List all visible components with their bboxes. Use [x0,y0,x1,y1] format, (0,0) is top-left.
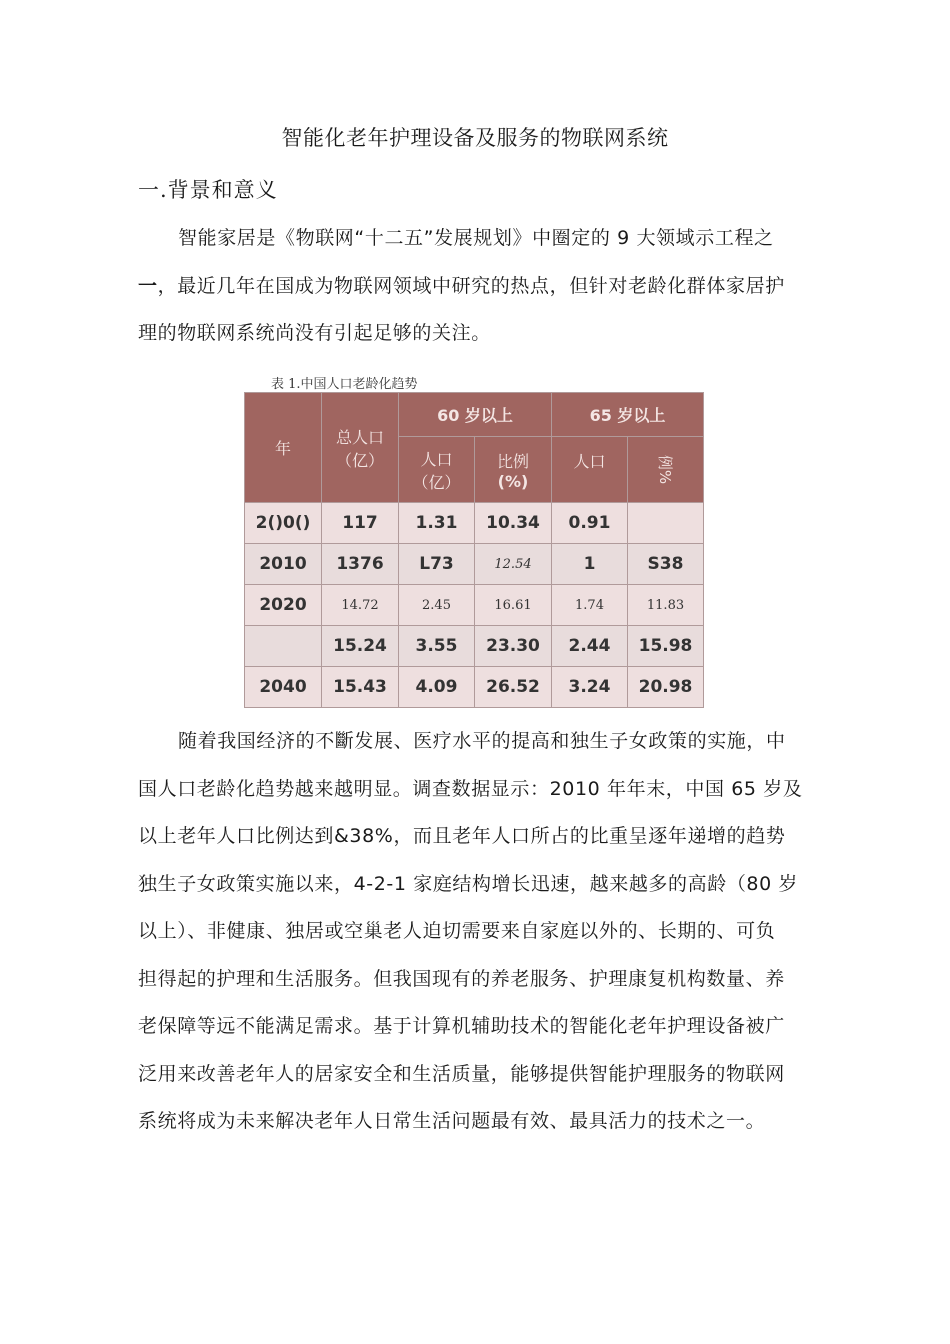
table-cell: L73 [399,544,475,585]
table-cell: 16.61 [475,585,552,626]
header-ratio-65 [628,437,704,503]
paragraph-line: 独生子女政策实施以来，4-2-1 家庭结构增长迅速，越来越多的高龄（80 岁 [138,872,799,895]
table-row [245,585,704,626]
table-cell: 1.31 [399,503,475,544]
table-cell: 0.91 [552,503,628,544]
header-ratio-unit: (%) [497,471,529,491]
paragraph-line: 老保障等远不能满足需求。基于计算机辅助技术的智能化老年护理设备被广 [138,1015,785,1037]
table-cell: 2()0() [245,503,322,544]
header-pop-label: 人口 [420,449,453,469]
paragraph-intro [138,215,810,358]
table-row [245,544,704,585]
table-cell: 20.98 [628,667,704,708]
table-row [245,503,704,544]
paragraph-line: 担得起的护理和生活服务。但我国现有的养老服务、护理康复机构数量、养 [138,967,785,990]
table-cell: 15.43 [322,667,399,708]
table-cell: 1 [552,544,628,585]
header-total-label: 总人口 [335,427,384,447]
header-pop-unit: （亿） [412,472,461,492]
bold-text: 一 [138,274,158,297]
paragraph-line: 以上）、非健康、独居或空巢老人迫切需要来自家庭以外的、长期的、可负 [138,920,776,942]
paragraph-background [138,718,810,1146]
paragraph-line [138,263,810,311]
header-60-plus: 60 岁以上 [399,393,552,437]
paragraph-line: 智能家居是《物联网“十二五”发展规划》中圈定的 9 大领域示工程之 [178,227,774,249]
paragraph-line: 泛用来改善老年人的居家安全和生活质量，能够提供智能护理服务的物联网 [138,1062,785,1085]
header-ratio-label: 比例 [496,451,529,471]
table-cell: 2.44 [552,626,628,667]
header-ratio-65-label: 例% [655,454,674,485]
paragraph-text: ，最近几年在国成为物联网领域中研究的热点，但针对老龄化群体家居护 [157,274,785,297]
header-total-unit: （亿） [335,450,384,470]
header-pop-65: 人口 [552,437,628,503]
table-cell: 2010 [245,544,322,585]
table-cell: 12.54 [475,544,552,585]
table-cell: 23.30 [475,626,552,667]
table-cell: 3.24 [552,667,628,708]
table-cell: 15.24 [322,626,399,667]
aging-trend-table [244,392,704,708]
header-pop [399,437,475,503]
table-cell: 3.55 [399,626,475,667]
header-total [322,393,399,503]
table-cell: 117 [322,503,399,544]
paragraph-line: 理的物联网系统尚没有引起足够的关注。 [138,322,491,344]
paragraph-line: 以上老年人口比例达到&38%，而且老年人口所占的比重呈逐年递增的趋势 [138,825,786,847]
paragraph-line: 国人口老龄化趋势越来越明显。调查数据显示：2010 年年末，中国 65 岁及 [138,777,803,800]
paragraph-line: 系统将成为未来解决老年人日常生活问题最有效、最具活力的技术之一。 [138,1110,766,1132]
table-cell: 26.52 [475,667,552,708]
header-ratio [475,437,552,503]
table-cell: 2020 [245,585,322,626]
table-caption: 表 1.中国人口老龄化趋势 [271,377,418,392]
table-cell [628,503,704,544]
header-65-plus: 65 岁以上 [552,393,704,437]
table-row [245,667,704,708]
table-cell: 1.74 [552,585,628,626]
header-year: 年 [245,393,322,503]
paragraph-line: 随着我国经济的不斷发展、医疗水平的提高和独生子女政策的实施，中 [178,730,786,752]
table-cell: S38 [628,544,704,585]
document-title: 智能化老年护理设备及服务的物联网系统 [281,126,669,150]
table-cell: 14.72 [322,585,399,626]
table-cell: 2040 [245,667,322,708]
table-cell: 11.83 [628,585,704,626]
section-heading: 一.背景和意义 [138,178,278,202]
table-cell: 1376 [322,544,399,585]
table-cell: 2.45 [399,585,475,626]
table-cell [245,626,322,667]
table-cell: 15.98 [628,626,704,667]
table-cell: 10.34 [475,503,552,544]
table-row [245,626,704,667]
table-cell: 4.09 [399,667,475,708]
